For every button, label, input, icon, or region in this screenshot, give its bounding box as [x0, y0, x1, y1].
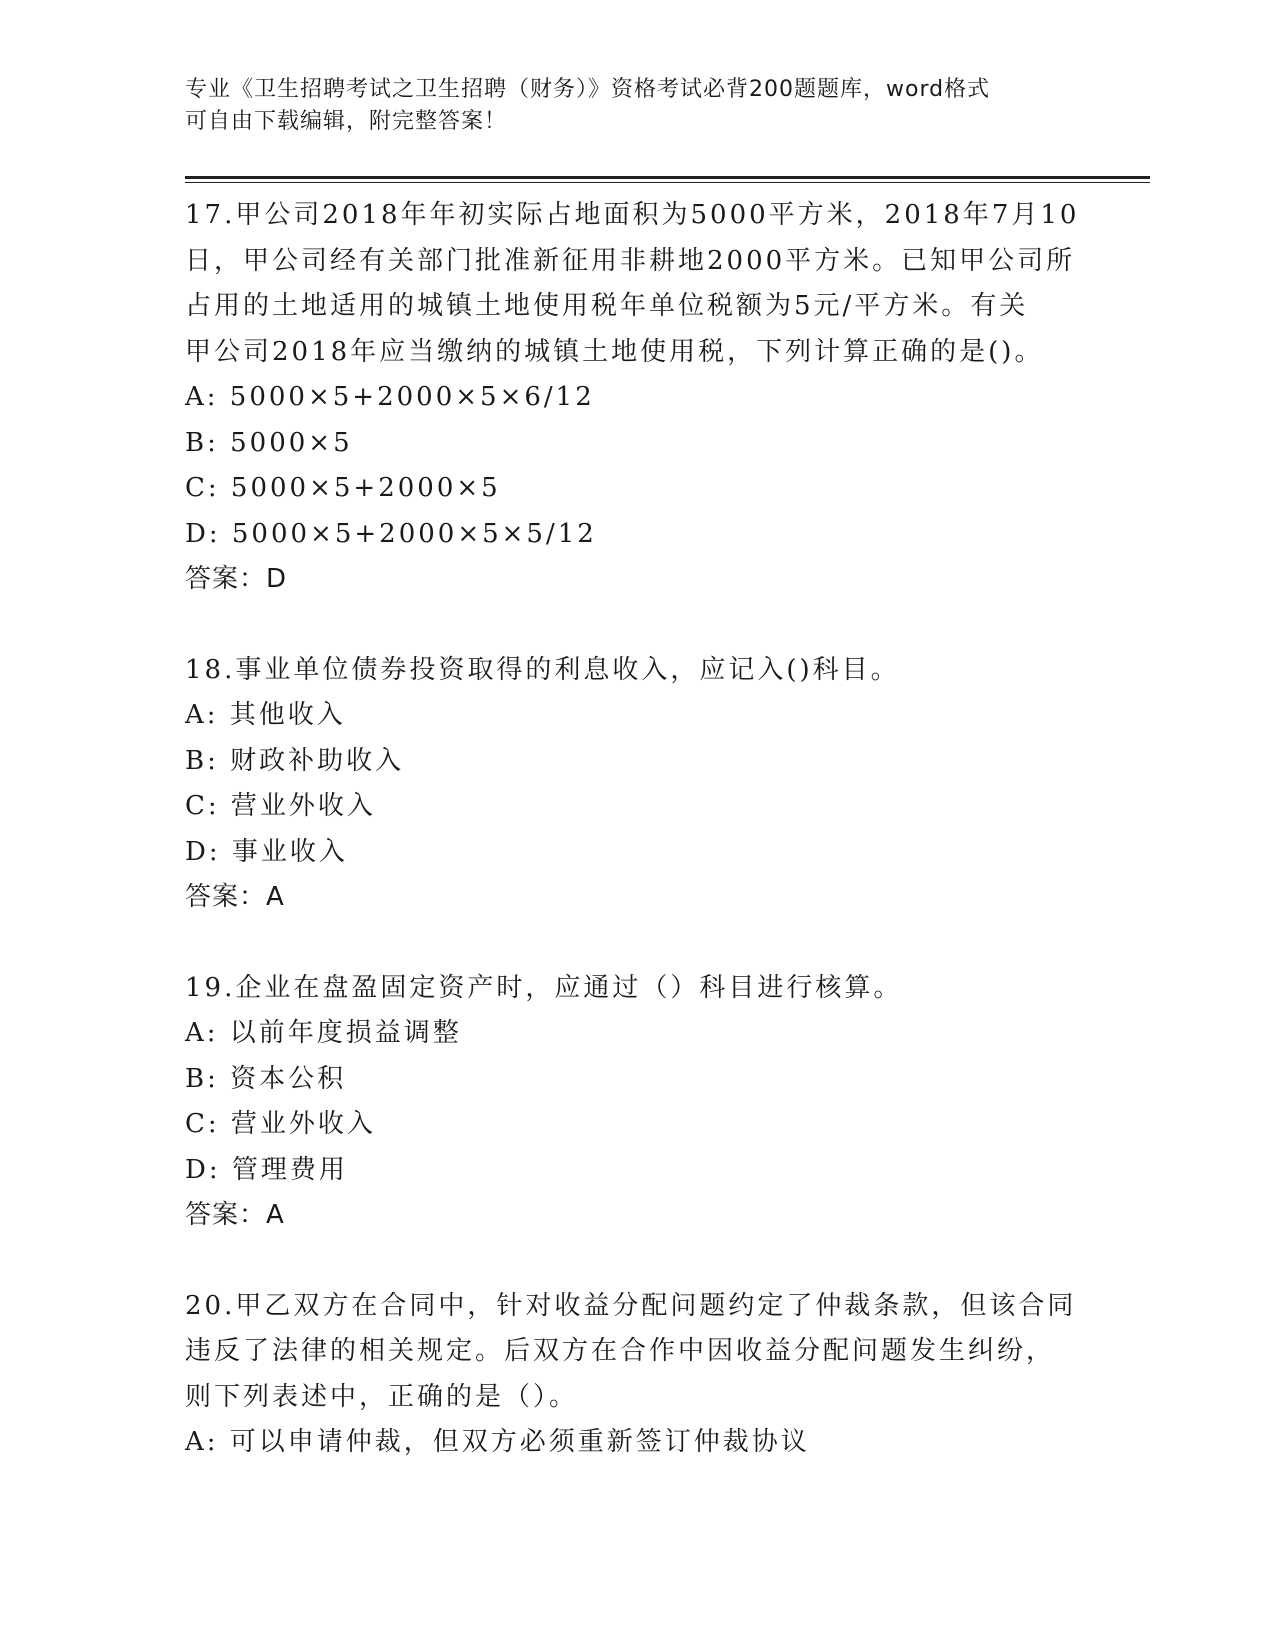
option-c: C: 营业外收入	[185, 791, 376, 821]
question-text-line: 甲公司2018年应当缴纳的城镇土地使用税，下列计算正确的是()。	[185, 336, 1044, 367]
option-d: D: 事业收入	[185, 836, 348, 867]
option-c: C: 营业外收入	[185, 1109, 376, 1139]
header-line-2: 可自由下载编辑，附完整答案！	[185, 109, 508, 134]
answer-line: 答案：A	[185, 882, 285, 912]
option-a: A: 其他收入	[185, 700, 346, 730]
document-header	[185, 74, 1085, 138]
option-b: B: 5000×5	[185, 427, 353, 458]
question-17	[185, 193, 1085, 603]
option-b: B: 资本公积	[185, 1063, 347, 1094]
question-text-line: 17.甲公司2018年年初实际占地面积为5000平方米，2018年7月10	[185, 200, 1080, 230]
question-text-line: 20.甲乙双方在合同中，针对收益分配问题约定了仲裁条款，但该合同	[185, 1290, 1077, 1321]
question-text-line: 占用的土地适用的城镇土地使用税年单位税额为5元/平方米。有关	[185, 291, 1029, 321]
option-a: A: 5000×5+2000×5×6/12	[185, 382, 595, 412]
answer-line: 答案：D	[185, 564, 288, 594]
option-d: D: 5000×5+2000×5×5/12	[185, 518, 597, 549]
question-text-line: 违反了法律的相关规定。后双方在合作中因收益分配问题发生纠纷，	[185, 1336, 1056, 1366]
option-a: A: 可以申请仲裁，但双方必须重新签订仲裁协议	[185, 1427, 810, 1457]
question-text-line: 19.企业在盘盈固定资产时，应通过（）科目进行核算。	[185, 972, 903, 1003]
question-18	[185, 648, 1085, 921]
question-text-line: 18.事业单位债券投资取得的利息收入，应记入()科目。	[185, 654, 900, 685]
question-text-line: 日，甲公司经有关部门批准新征用非耕地2000平方米。已知甲公司所	[185, 245, 1076, 276]
option-d: D: 管理费用	[185, 1154, 348, 1185]
header-divider-thick	[185, 176, 1150, 179]
header-line-1: 专业《卫生招聘考试之卫生招聘（财务）》资格考试必背200题题库，word格式	[185, 77, 991, 102]
question-20	[185, 1284, 1085, 1466]
header-divider-thin	[185, 182, 1150, 183]
question-list	[185, 193, 1085, 1511]
question-19	[185, 966, 1085, 1239]
option-c: C: 5000×5+2000×5	[185, 473, 501, 503]
option-b: B: 财政补助收入	[185, 745, 405, 776]
question-text-line: 则下列表述中，正确的是（）。	[185, 1381, 579, 1412]
option-a: A: 以前年度损益调整	[185, 1018, 462, 1048]
answer-line: 答案：A	[185, 1200, 285, 1230]
